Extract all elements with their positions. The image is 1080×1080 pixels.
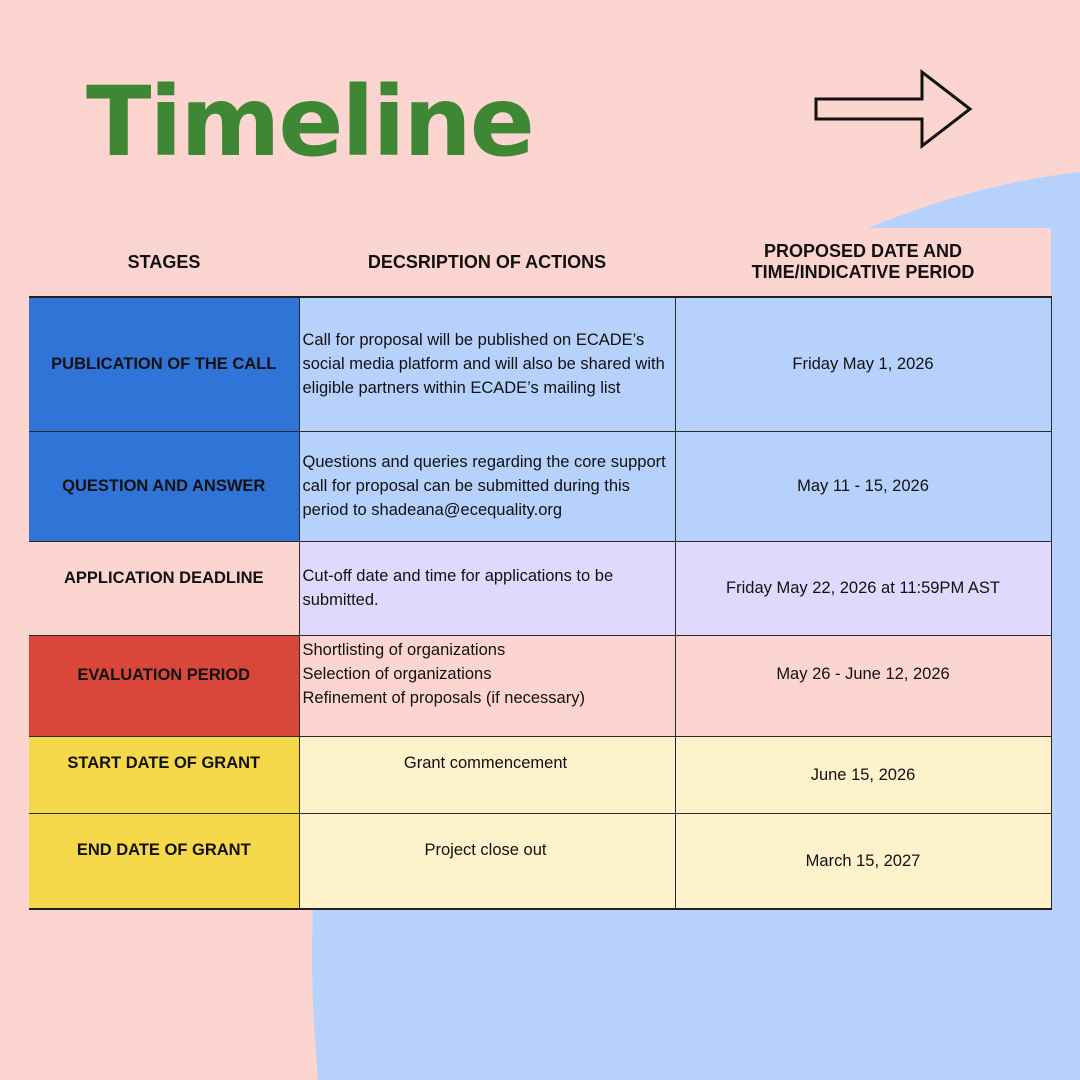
date-cell: May 11 - 15, 2026 — [675, 431, 1051, 541]
description-cell — [299, 813, 675, 909]
table-row — [29, 813, 1051, 909]
table-row — [29, 431, 1051, 541]
description-text: Project close out — [424, 840, 547, 859]
date-cell: March 15, 2027 — [675, 813, 1051, 909]
description-text: Grant commencement — [403, 753, 568, 772]
stage-cell: END DATE OF GRANT — [29, 813, 299, 909]
page-title: Timeline — [86, 66, 533, 178]
stage-cell: PUBLICATION OF THE CALL — [29, 297, 299, 431]
stage-cell: START DATE OF GRANT — [29, 736, 299, 813]
description-text: Cut-off date and time for applications to be submitted. — [302, 567, 614, 609]
description-text: Questions and queries regarding the core support call for proposal can be submitted during this period to shadeana@ecequality.org — [302, 453, 666, 519]
description-cell — [299, 297, 675, 431]
header-description: DECSRIPTION OF ACTIONS — [367, 251, 607, 272]
date-cell: May 26 - June 12, 2026 — [675, 635, 1051, 736]
description-cell — [299, 541, 675, 635]
table-row — [29, 541, 1051, 635]
stage-cell: QUESTION AND ANSWER — [29, 431, 299, 541]
table-header-row — [29, 228, 1051, 297]
header-proposed-date — [675, 228, 1051, 297]
date-cell: June 15, 2026 — [675, 736, 1051, 813]
header-stages: STAGES — [127, 251, 201, 272]
table-row — [29, 635, 1051, 736]
description-line: Selection of organizations — [302, 664, 492, 683]
stage-cell: APPLICATION DEADLINE — [29, 541, 299, 635]
description-text: Call for proposal will be published on ECADE’s social media platform and will also be shared with eligible partners within ECADE’s mailing list — [302, 331, 665, 398]
description-cell — [299, 635, 675, 736]
header-date-line2: TIME/INDICATIVE PERIOD — [751, 262, 975, 282]
description-line: Refinement of proposals (if necessary) — [302, 688, 585, 707]
description-cell — [299, 736, 675, 813]
header-date-line1: PROPOSED DATE AND — [763, 241, 963, 261]
arrow-right-icon — [812, 68, 977, 150]
date-cell: Friday May 1, 2026 — [675, 297, 1051, 431]
table-row — [29, 736, 1051, 813]
table-row — [29, 297, 1051, 431]
description-line: Shortlisting of organizations — [302, 640, 506, 659]
date-cell: Friday May 22, 2026 at 11:59PM AST — [675, 541, 1051, 635]
timeline-table — [29, 228, 1052, 910]
description-cell — [299, 431, 675, 541]
stage-cell: EVALUATION PERIOD — [29, 635, 299, 736]
